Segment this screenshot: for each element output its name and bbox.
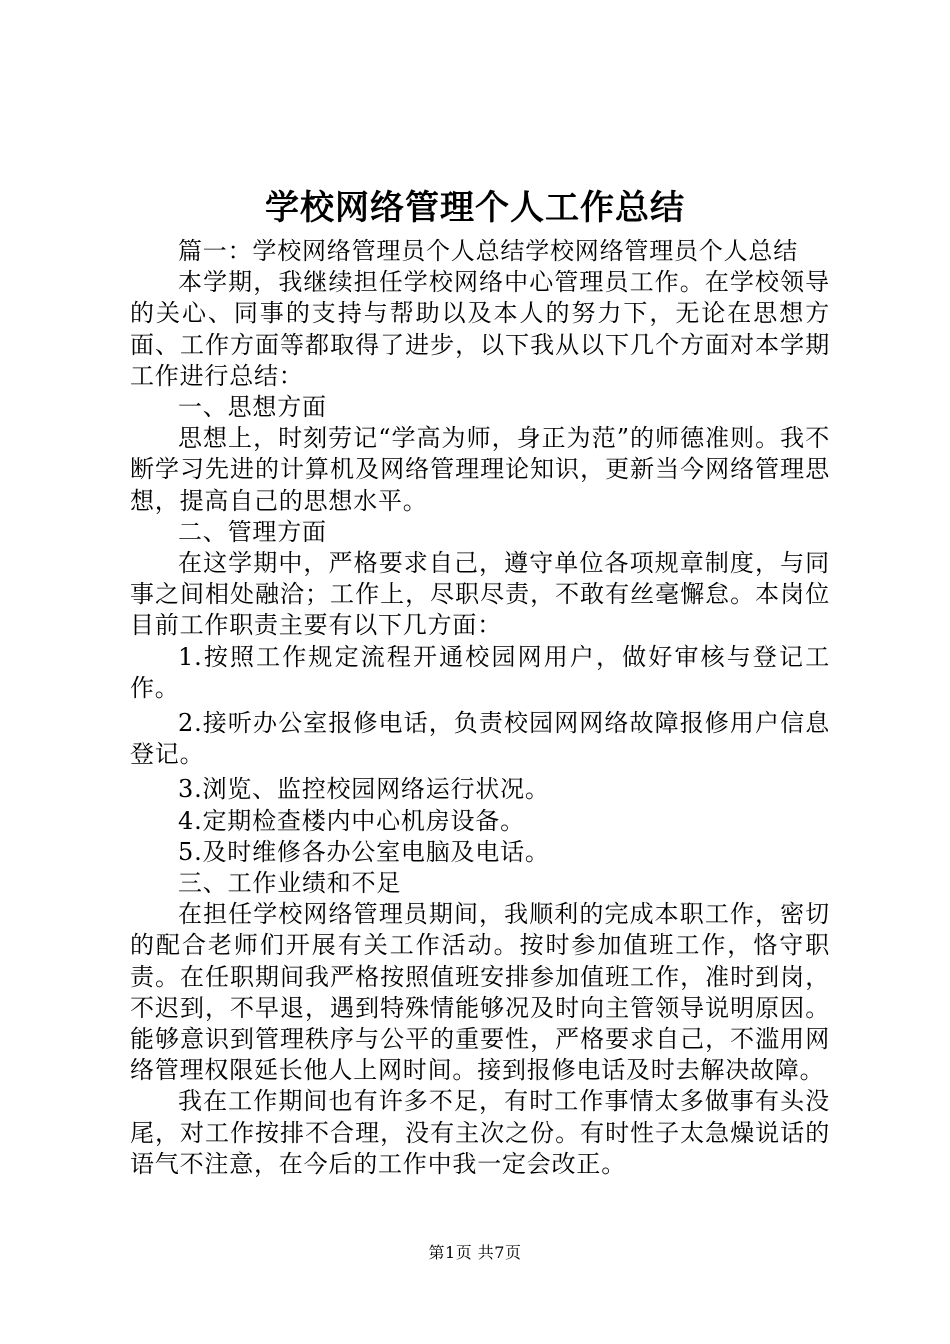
- list-item-duty-1: 1.按照工作规定流程开通校园网用户，做好审核与登记工作。: [130, 642, 830, 702]
- paragraph-intro: 篇一：学校网络管理员个人总结学校网络管理员个人总结: [178, 237, 798, 265]
- section-heading-management: 二、管理方面: [178, 517, 327, 546]
- paragraph-performance: 在担任学校网络管理员期间，我顺利的完成本职工作，密切的配合老师们开展有关工作活动。按时参加值班工作，恪守职责。在任职期间我严格按照值班安排参加值班工作，准时到岗，不迟到，不早退，遇到特殊情能够况及时向主管领导说明原因。能够意识到管理秩序与公平的重要性，严格要求自己，不滥用网络管理权限延长他人上网时间。接到报修电话及时去解决故障。: [130, 900, 830, 1085]
- document-body: [130, 236, 830, 1180]
- page-footer: 第1页 共7页: [428, 1243, 522, 1262]
- list-item-duty-5: 5.及时维修各办公室电脑及电话。: [178, 837, 550, 866]
- paragraph-opening: 本学期，我继续担任学校网络中心管理员工作。在学校领导的关心、同事的支持与帮助以及本人的努力下，无论在思想方面、工作方面等都取得了进步，以下我从以下几个方面对本学期工作进行总结：: [130, 268, 830, 390]
- paragraph-thought: 思想上，时刻劳记“学高为师，身正为范”的师德准则。我不断学习先进的计算机及网络管理理论知识，更新当今网络管理思想，提高自己的思想水平。: [130, 424, 830, 515]
- list-item-duty-4: 4.定期检查楼内中心机房设备。: [178, 806, 525, 835]
- section-heading-performance: 三、工作业绩和不足: [178, 869, 402, 898]
- document-title: 学校网络管理个人工作总结: [265, 188, 685, 228]
- list-item-duty-3: 3.浏览、监控校园网络运行状况。: [178, 775, 550, 804]
- section-heading-thought: 一、思想方面: [178, 393, 327, 422]
- paragraph-management: 在这学期中，严格要求自己，遵守单位各项规章制度，与同事之间相处融洽；工作上，尽职尽责，不敢有丝毫懈怠。本岗位目前工作职责主要有以下几方面：: [130, 549, 830, 640]
- paragraph-shortcomings: 我在工作期间也有许多不足，有时工作事情太多做事有头没尾，对工作按排不合理，没有主次之份。有时性子太急燥说话的语气不注意，在今后的工作中我一定会改正。: [130, 1087, 830, 1178]
- list-item-duty-2: 2.接听办公室报修电话，负责校园网网络故障报修用户信息登记。: [130, 709, 830, 769]
